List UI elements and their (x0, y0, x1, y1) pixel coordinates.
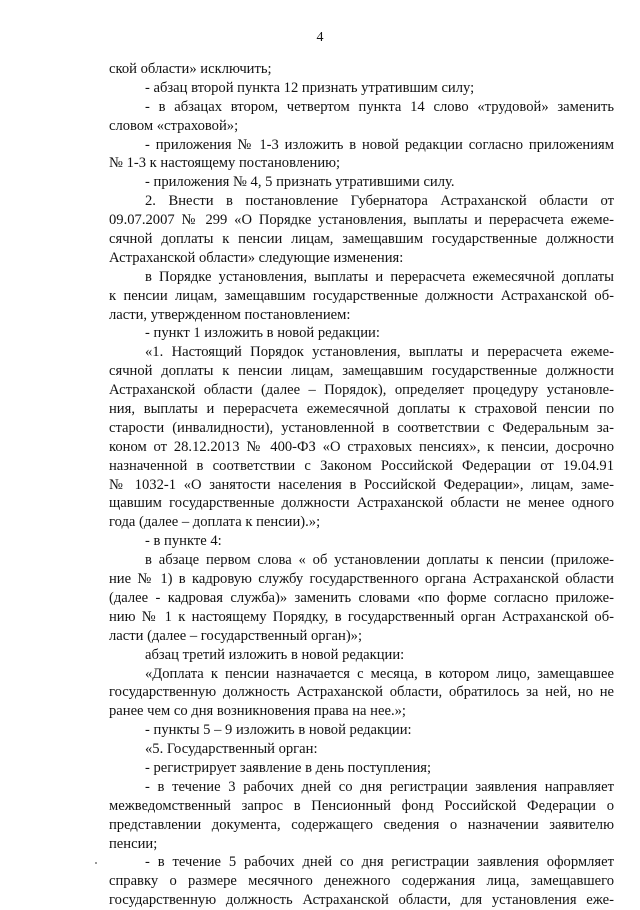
text-line: справку о размере месячного денежного содержания лица, замещавшего (109, 873, 614, 890)
text-line: в абзаце первом слова « об установлении доплаты к пенсии (приложе- (145, 552, 614, 569)
text-line: ласти, утвержденном постановлением: (109, 306, 351, 323)
text-line: в Порядке установления, выплаты и перерасчета ежемесячной доплаты (145, 268, 614, 285)
text-line: «Доплата к пенсии назначается с месяца, в котором лицо, замещавшее (145, 665, 614, 682)
text-line: сячной доплаты к пенсии лицам, замещавшим государственные должности (109, 363, 614, 380)
text-line: - регистрирует заявление в день поступления; (145, 759, 432, 776)
text-line: ласти (далее – государственный орган)»; (109, 627, 363, 644)
text-line: 09.07.2007 № 299 «О Порядке установления, выплаты и перерасчета ежеме- (109, 212, 614, 229)
scan-speck (95, 862, 97, 864)
text-line: коном от 28.12.2013 № 400-ФЗ «О страховых пенсиях», к пенсии, досрочно (109, 438, 614, 455)
text-line: государственную должность Астраханской области, для установления еже- (109, 892, 614, 909)
text-line: - абзац второй пункта 12 признать утратившим силу; (145, 79, 475, 96)
text-line: сячной доплаты к пенсии лицам, замещавшим государственные должности (109, 231, 614, 248)
text-line: «1. Настоящий Порядок установления, выплаты и перерасчета ежеме- (145, 344, 614, 361)
page-number: 4 (316, 30, 324, 45)
text-line: - пункт 1 изложить в новой редакции: (145, 325, 380, 342)
document-body (109, 60, 614, 910)
text-line: - в течение 5 рабочих дней со дня регистрации заявления оформляет (145, 854, 614, 871)
text-line: года (далее – доплата к пенсии).»; (109, 514, 321, 531)
text-line: № 1-3 к настоящему постановлению; (109, 155, 341, 172)
text-line: назначенной в соответствии с Законом Российской Федерации от 19.04.91 (109, 457, 614, 474)
text-line: нию № 1 к настоящему Порядку, в государственный орган Астраханской об- (109, 608, 614, 625)
text-line: пенсии; (109, 835, 158, 852)
text-line: межведомственный запрос в Пенсионный фонд Российской Федерации о (109, 797, 614, 814)
text-line: № 1032-1 «О занятости населения в Российской Федерации», лицам, заме- (109, 476, 614, 493)
text-line: к пенсии лицам, замещавшим государственные должности Астраханской об- (109, 287, 614, 304)
text-line: - приложения № 1-3 изложить в новой редакции согласно приложениям (145, 136, 614, 153)
text-line: 2. Внести в постановление Губернатора Астраханской области от (145, 193, 614, 210)
text-line: (далее - кадровая служба)» заменить словами «по форме согласно приложе- (109, 589, 614, 606)
text-line: - в пункте 4: (145, 533, 222, 550)
text-line: словом «страховой»; (109, 117, 239, 134)
text-line: представлении документа, содержащего сведения о назначении заявителю (109, 816, 614, 833)
text-line: государственную должность Астраханской области, обратилось за ней, но не (109, 684, 614, 701)
text-line: старости (инвалидности), установленной в соответствии с Федеральным за- (109, 419, 614, 436)
text-line: - в абзацах втором, четвертом пункта 14 слово «трудовой» заменить (145, 98, 614, 115)
text-line: - пункты 5 – 9 изложить в новой редакции: (145, 722, 412, 739)
text-line: - в течение 3 рабочих дней со дня регистрации заявления направляет (145, 778, 614, 795)
text-line: «5. Государственный орган: (145, 741, 318, 758)
text-line: ния, выплаты и перерасчета ежемесячной доплаты к страховой пенсии по (109, 401, 614, 418)
text-line: ранее чем со дня возникновения права на нее.»; (109, 703, 406, 720)
text-line: - приложения № 4, 5 признать утратившими силу. (145, 174, 455, 191)
text-line: абзац третий изложить в новой редакции: (145, 646, 405, 663)
text-line: ние № 1) в кадровую службу государственного органа Астраханской области (109, 571, 614, 588)
text-line: щавшим государственные должности Астраханской области не менее одного (109, 495, 614, 512)
text-line: ской области» исключить; (109, 61, 272, 77)
text-line: Астраханской области» следующие изменения: (109, 249, 404, 266)
text-line: Астраханской области (далее – Порядок), определяет процедуру установле- (109, 382, 614, 399)
